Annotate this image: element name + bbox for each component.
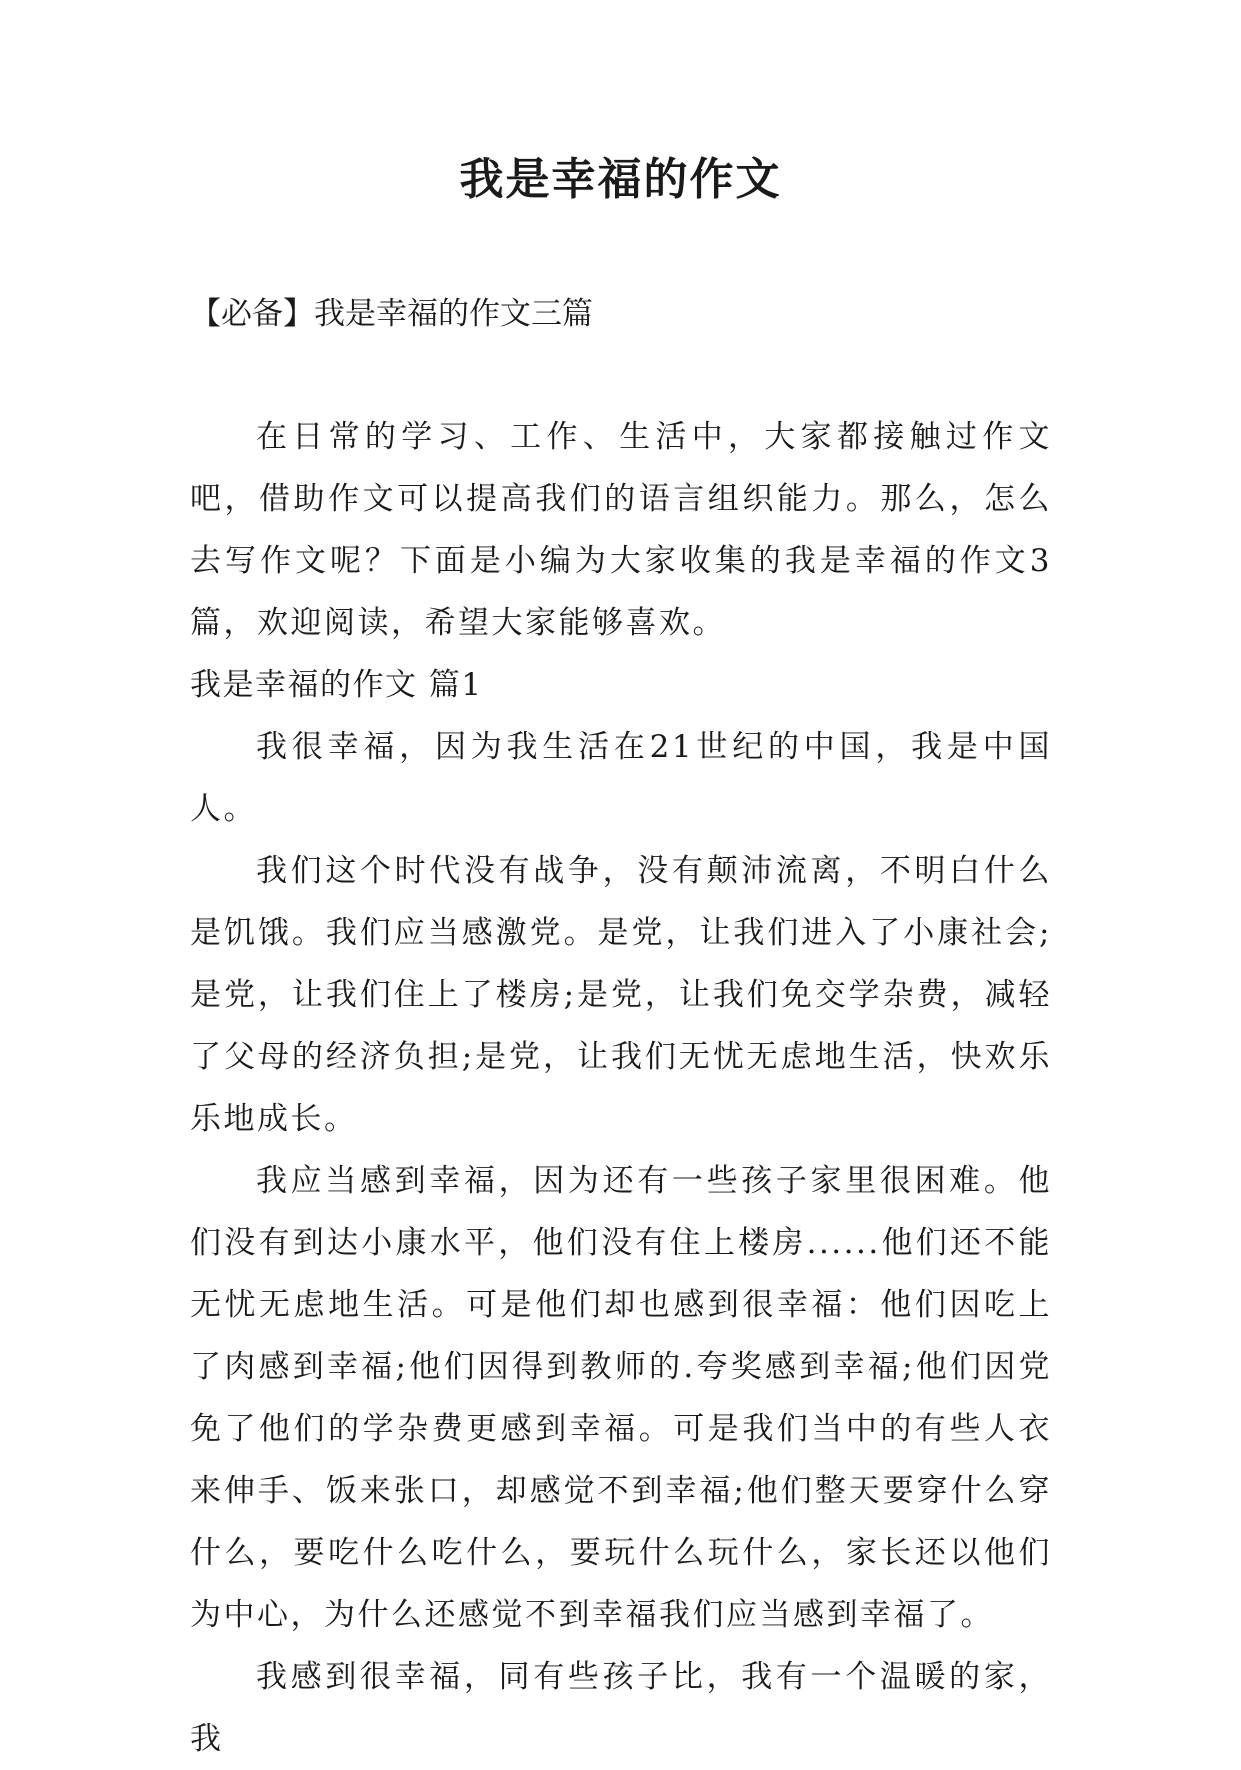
section-heading: 我是幸福的作文 篇1 — [190, 667, 483, 703]
body-paragraph: 我感到很幸福，同有些孩子比，我有一个温暖的家，我 — [190, 1659, 1052, 1757]
body-paragraph: 我应当感到幸福，因为还有一些孩子家里很困难。他们没有到达小康水平，他们没有住上楼房......他们还不能无忧无虑地生活。可是他们却也感到很幸福：他们因吃上了肉感到幸福;他们因得到教师的.夸奖感到幸福;他们因党免了他们的学杂费更感到幸福。可是我们当中的有些人衣来伸手、饭来张口，却感觉不到幸福;他们整天要穿什么穿什么，要吃什么吃什么，要玩什么玩什么，家长还以他们为中心，为什么还感觉不到幸福我们应当感到幸福了。 — [190, 1163, 1052, 1633]
document-title: 我是幸福的作文 — [459, 154, 782, 205]
intro-paragraph: 在日常的学习、工作、生活中，大家都接触过作文吧，借助作文可以提高我们的语言组织能力。那么，怎么去写作文呢？下面是小编为大家收集的我是幸福的作文3篇，欢迎阅读，希望大家能够喜欢。 — [190, 419, 1052, 641]
body-paragraph: 我们这个时代没有战争，没有颠沛流离，不明白什么是饥饿。我们应当感激党。是党，让我们进入了小康社会;是党，让我们住上了楼房;是党，让我们免交学杂费，减轻了父母的经济负担;是党，让我们无忧无虑地生活，快欢乐乐地成长。 — [190, 853, 1052, 1137]
document-body — [190, 406, 1052, 1770]
document-subtitle: 【必备】我是幸福的作文三篇 — [190, 296, 593, 332]
body-paragraph: 我很幸福，因为我生活在21世纪的中国，我是中国人。 — [190, 729, 1052, 827]
